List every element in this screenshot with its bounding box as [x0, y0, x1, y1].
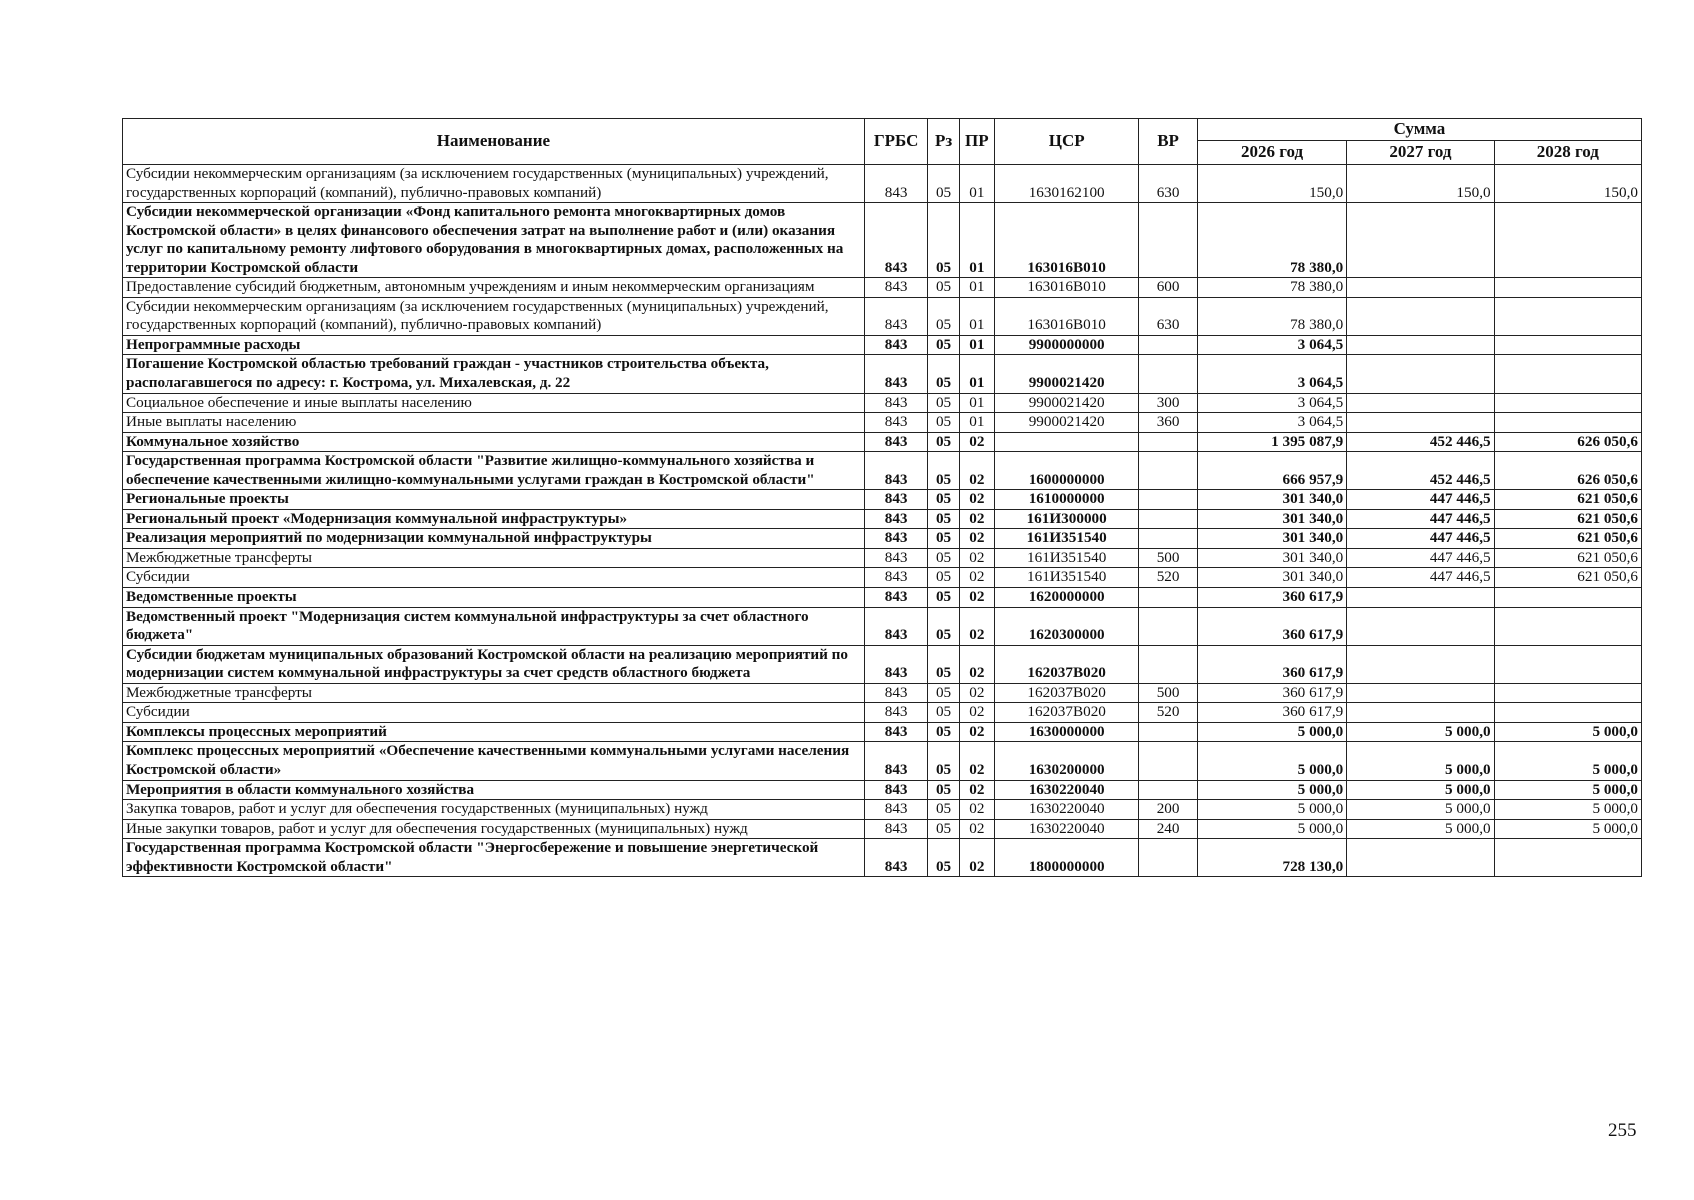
row-pr-cell: 01 — [959, 335, 994, 355]
row-name-cell: Государственная программа Костромской области "Энергосбережение и повышение энергетической эффективности Костромской области" — [123, 839, 865, 877]
row-csr-cell: 162037В020 — [995, 703, 1139, 723]
row-rz-cell: 05 — [928, 278, 959, 298]
row-name-cell: Субсидии некоммерческим организациям (за исключением государственных (муниципальных) учреждений, государственных корпораций (компаний), публично-правовых компаний) — [123, 165, 865, 203]
row-2028-value: 626 050,6 — [1494, 432, 1641, 452]
row-pr-cell: 02 — [959, 800, 994, 820]
table-row — [123, 819, 1642, 839]
row-csr-cell: 163016В010 — [995, 278, 1139, 298]
row-grbs-cell: 843 — [864, 509, 928, 529]
row-pr-cell: 02 — [959, 683, 994, 703]
row-pr-cell: 01 — [959, 393, 994, 413]
row-name-cell: Межбюджетные трансферты — [123, 683, 865, 703]
table-row — [123, 548, 1642, 568]
row-rz-cell: 05 — [928, 588, 959, 608]
row-2027-value: 452 446,5 — [1347, 432, 1494, 452]
row-2027-value: 5 000,0 — [1347, 819, 1494, 839]
row-pr-cell: 02 — [959, 819, 994, 839]
row-2027-value — [1347, 355, 1494, 393]
table-row — [123, 297, 1642, 335]
row-rz-cell: 05 — [928, 529, 959, 549]
table-body — [123, 165, 1642, 877]
row-2028-value: 621 050,6 — [1494, 509, 1641, 529]
row-vr-cell — [1139, 203, 1198, 278]
row-name-cell: Иные выплаты населению — [123, 413, 865, 433]
table-row — [123, 509, 1642, 529]
table-row — [123, 393, 1642, 413]
budget-table — [122, 118, 1642, 877]
row-2026-value: 5 000,0 — [1197, 722, 1346, 742]
row-rz-cell: 05 — [928, 819, 959, 839]
row-rz-cell: 05 — [928, 683, 959, 703]
row-2027-value — [1347, 607, 1494, 645]
row-2026-value: 728 130,0 — [1197, 839, 1346, 877]
row-name-cell: Субсидии некоммерческим организациям (за исключением государственных (муниципальных) учреждений, государственных корпораций (компаний), публично-правовых компаний) — [123, 297, 865, 335]
row-vr-cell: 300 — [1139, 393, 1198, 413]
row-rz-cell: 05 — [928, 800, 959, 820]
row-pr-cell: 02 — [959, 780, 994, 800]
row-rz-cell: 05 — [928, 335, 959, 355]
row-vr-cell — [1139, 529, 1198, 549]
row-pr-cell: 01 — [959, 278, 994, 298]
row-2027-value: 5 000,0 — [1347, 780, 1494, 800]
row-name-cell: Реализация мероприятий по модернизации коммунальной инфраструктуры — [123, 529, 865, 549]
row-grbs-cell: 843 — [864, 800, 928, 820]
row-2026-value: 5 000,0 — [1197, 780, 1346, 800]
row-rz-cell: 05 — [928, 722, 959, 742]
row-grbs-cell: 843 — [864, 645, 928, 683]
row-csr-cell: 163016В010 — [995, 203, 1139, 278]
row-name-cell: Мероприятия в области коммунального хозяйства — [123, 780, 865, 800]
row-grbs-cell: 843 — [864, 165, 928, 203]
row-vr-cell — [1139, 780, 1198, 800]
table-row — [123, 645, 1642, 683]
row-grbs-cell: 843 — [864, 529, 928, 549]
row-csr-cell — [995, 432, 1139, 452]
row-2026-value: 360 617,9 — [1197, 607, 1346, 645]
row-2028-value — [1494, 683, 1641, 703]
row-pr-cell: 02 — [959, 839, 994, 877]
row-2028-value — [1494, 203, 1641, 278]
table-row — [123, 165, 1642, 203]
row-rz-cell: 05 — [928, 645, 959, 683]
row-csr-cell: 162037В020 — [995, 645, 1139, 683]
row-csr-cell: 161И351540 — [995, 568, 1139, 588]
row-grbs-cell: 843 — [864, 780, 928, 800]
row-2028-value — [1494, 297, 1641, 335]
row-csr-cell: 161И351540 — [995, 548, 1139, 568]
row-pr-cell: 02 — [959, 490, 994, 510]
table-row — [123, 839, 1642, 877]
row-name-cell: Непрограммные расходы — [123, 335, 865, 355]
row-2026-value: 301 340,0 — [1197, 548, 1346, 568]
row-2028-value — [1494, 413, 1641, 433]
header-year-2028: 2028 год — [1494, 141, 1641, 165]
row-csr-cell: 163016В010 — [995, 297, 1139, 335]
row-pr-cell: 02 — [959, 548, 994, 568]
header-pr: ПР — [959, 119, 994, 165]
row-grbs-cell: 843 — [864, 452, 928, 490]
row-rz-cell: 05 — [928, 568, 959, 588]
row-csr-cell: 162037В020 — [995, 683, 1139, 703]
row-vr-cell — [1139, 432, 1198, 452]
row-2026-value: 301 340,0 — [1197, 529, 1346, 549]
row-name-cell: Государственная программа Костромской области "Развитие жилищно-коммунального хозяйства и обеспечение качественными жилищно-коммунальными услугами граждан в Костромской области" — [123, 452, 865, 490]
row-vr-cell: 630 — [1139, 297, 1198, 335]
row-2028-value: 621 050,6 — [1494, 529, 1641, 549]
row-rz-cell: 05 — [928, 297, 959, 335]
row-2027-value — [1347, 335, 1494, 355]
row-rz-cell: 05 — [928, 355, 959, 393]
row-rz-cell: 05 — [928, 703, 959, 723]
row-2028-value: 621 050,6 — [1494, 568, 1641, 588]
row-grbs-cell: 843 — [864, 722, 928, 742]
row-2026-value: 666 957,9 — [1197, 452, 1346, 490]
table-row — [123, 278, 1642, 298]
row-csr-cell: 1600000000 — [995, 452, 1139, 490]
row-grbs-cell: 843 — [864, 548, 928, 568]
row-2027-value — [1347, 645, 1494, 683]
row-2027-value — [1347, 393, 1494, 413]
row-grbs-cell: 843 — [864, 607, 928, 645]
row-name-cell: Комплексы процессных мероприятий — [123, 722, 865, 742]
header-grbs: ГРБС — [864, 119, 928, 165]
header-vr: ВР — [1139, 119, 1198, 165]
row-grbs-cell: 843 — [864, 432, 928, 452]
row-name-cell: Субсидии — [123, 703, 865, 723]
row-pr-cell: 01 — [959, 355, 994, 393]
row-2026-value: 78 380,0 — [1197, 203, 1346, 278]
row-rz-cell: 05 — [928, 165, 959, 203]
row-2026-value: 3 064,5 — [1197, 355, 1346, 393]
row-2026-value: 3 064,5 — [1197, 413, 1346, 433]
row-2026-value: 3 064,5 — [1197, 335, 1346, 355]
row-2026-value: 301 340,0 — [1197, 490, 1346, 510]
row-csr-cell: 161И300000 — [995, 509, 1139, 529]
row-2026-value: 301 340,0 — [1197, 509, 1346, 529]
row-2026-value: 360 617,9 — [1197, 588, 1346, 608]
row-2028-value: 150,0 — [1494, 165, 1641, 203]
row-2027-value: 447 446,5 — [1347, 509, 1494, 529]
row-vr-cell: 520 — [1139, 568, 1198, 588]
row-rz-cell: 05 — [928, 509, 959, 529]
row-2026-value: 1 395 087,9 — [1197, 432, 1346, 452]
row-grbs-cell: 843 — [864, 568, 928, 588]
row-csr-cell: 1630220040 — [995, 819, 1139, 839]
row-2026-value: 301 340,0 — [1197, 568, 1346, 588]
row-csr-cell: 9900021420 — [995, 355, 1139, 393]
row-grbs-cell: 843 — [864, 355, 928, 393]
row-vr-cell — [1139, 452, 1198, 490]
row-csr-cell: 1630220040 — [995, 800, 1139, 820]
row-vr-cell — [1139, 742, 1198, 780]
row-name-cell: Иные закупки товаров, работ и услуг для обеспечения государственных (муниципальных) нужд — [123, 819, 865, 839]
table-row — [123, 203, 1642, 278]
row-name-cell: Субсидии некоммерческой организации «Фонд капитального ремонта многоквартирных домов Костромской области» в целях финансового обеспечения затрат на выполнение работ и (или) оказания услуг по капитальному ремонту лифтового оборудования в многоквартирных домах, расположенных на территории Костромской области — [123, 203, 865, 278]
table-row — [123, 529, 1642, 549]
row-2026-value: 360 617,9 — [1197, 645, 1346, 683]
header-year-2027: 2027 год — [1347, 141, 1494, 165]
row-grbs-cell: 843 — [864, 278, 928, 298]
row-vr-cell — [1139, 335, 1198, 355]
row-rz-cell: 05 — [928, 393, 959, 413]
row-vr-cell — [1139, 588, 1198, 608]
table-row — [123, 335, 1642, 355]
table-row — [123, 490, 1642, 510]
header-rz: Рз — [928, 119, 959, 165]
row-2027-value — [1347, 839, 1494, 877]
row-rz-cell: 05 — [928, 432, 959, 452]
row-2026-value: 5 000,0 — [1197, 819, 1346, 839]
row-2027-value: 447 446,5 — [1347, 548, 1494, 568]
row-pr-cell: 01 — [959, 297, 994, 335]
row-name-cell: Ведомственный проект "Модернизация систем коммунальной инфраструктуры за счет областного бюджета" — [123, 607, 865, 645]
row-2027-value — [1347, 703, 1494, 723]
table-row — [123, 780, 1642, 800]
row-2026-value: 360 617,9 — [1197, 703, 1346, 723]
row-vr-cell — [1139, 490, 1198, 510]
row-2028-value: 5 000,0 — [1494, 742, 1641, 780]
row-2027-value — [1347, 588, 1494, 608]
row-grbs-cell: 843 — [864, 588, 928, 608]
row-vr-cell — [1139, 645, 1198, 683]
row-rz-cell: 05 — [928, 839, 959, 877]
row-vr-cell — [1139, 509, 1198, 529]
row-2028-value: 621 050,6 — [1494, 548, 1641, 568]
row-rz-cell: 05 — [928, 548, 959, 568]
row-2028-value: 5 000,0 — [1494, 800, 1641, 820]
table-row — [123, 413, 1642, 433]
row-rz-cell: 05 — [928, 452, 959, 490]
table-row — [123, 722, 1642, 742]
row-2028-value — [1494, 703, 1641, 723]
row-2027-value — [1347, 297, 1494, 335]
row-pr-cell: 02 — [959, 588, 994, 608]
row-vr-cell: 630 — [1139, 165, 1198, 203]
row-2026-value: 5 000,0 — [1197, 800, 1346, 820]
row-csr-cell: 1620000000 — [995, 588, 1139, 608]
row-2028-value — [1494, 588, 1641, 608]
row-pr-cell: 02 — [959, 529, 994, 549]
row-2027-value: 447 446,5 — [1347, 490, 1494, 510]
row-2028-value: 621 050,6 — [1494, 490, 1641, 510]
row-2026-value: 78 380,0 — [1197, 278, 1346, 298]
row-vr-cell — [1139, 355, 1198, 393]
page-number: 255 — [1608, 1120, 1637, 1141]
table-row — [123, 683, 1642, 703]
row-csr-cell: 1630220040 — [995, 780, 1139, 800]
row-name-cell: Субсидии — [123, 568, 865, 588]
row-pr-cell: 02 — [959, 432, 994, 452]
row-csr-cell: 1630000000 — [995, 722, 1139, 742]
row-2028-value — [1494, 393, 1641, 413]
row-rz-cell: 05 — [928, 203, 959, 278]
row-vr-cell: 500 — [1139, 548, 1198, 568]
row-2028-value: 5 000,0 — [1494, 819, 1641, 839]
table-row — [123, 355, 1642, 393]
row-vr-cell — [1139, 722, 1198, 742]
row-2026-value: 5 000,0 — [1197, 742, 1346, 780]
row-name-cell: Межбюджетные трансферты — [123, 548, 865, 568]
table-row — [123, 800, 1642, 820]
row-vr-cell: 240 — [1139, 819, 1198, 839]
row-grbs-cell: 843 — [864, 203, 928, 278]
row-vr-cell — [1139, 839, 1198, 877]
row-2026-value: 78 380,0 — [1197, 297, 1346, 335]
row-name-cell: Региональный проект «Модернизация коммунальной инфраструктуры» — [123, 509, 865, 529]
row-rz-cell: 05 — [928, 742, 959, 780]
row-name-cell: Субсидии бюджетам муниципальных образований Костромской области на реализацию мероприятий по модернизации систем коммунальной инфраструктуры за счет средств областного бюджета — [123, 645, 865, 683]
row-name-cell: Комплекс процессных мероприятий «Обеспечение качественными коммунальными услугами населения Костромской области» — [123, 742, 865, 780]
row-vr-cell — [1139, 607, 1198, 645]
row-vr-cell: 360 — [1139, 413, 1198, 433]
row-grbs-cell: 843 — [864, 393, 928, 413]
header-csr: ЦСР — [995, 119, 1139, 165]
row-csr-cell: 1610000000 — [995, 490, 1139, 510]
row-name-cell: Социальное обеспечение и иные выплаты населению — [123, 393, 865, 413]
row-csr-cell: 9900021420 — [995, 413, 1139, 433]
row-pr-cell: 02 — [959, 509, 994, 529]
row-2026-value: 360 617,9 — [1197, 683, 1346, 703]
row-csr-cell: 1630200000 — [995, 742, 1139, 780]
row-2027-value — [1347, 413, 1494, 433]
row-2028-value — [1494, 839, 1641, 877]
row-2028-value — [1494, 335, 1641, 355]
row-2028-value — [1494, 278, 1641, 298]
row-grbs-cell: 843 — [864, 413, 928, 433]
row-grbs-cell: 843 — [864, 490, 928, 510]
row-2027-value: 5 000,0 — [1347, 722, 1494, 742]
row-csr-cell: 9900000000 — [995, 335, 1139, 355]
row-rz-cell: 05 — [928, 490, 959, 510]
row-vr-cell: 600 — [1139, 278, 1198, 298]
row-grbs-cell: 843 — [864, 839, 928, 877]
row-rz-cell: 05 — [928, 413, 959, 433]
row-rz-cell: 05 — [928, 780, 959, 800]
table-row — [123, 588, 1642, 608]
row-2027-value: 447 446,5 — [1347, 529, 1494, 549]
row-pr-cell: 01 — [959, 165, 994, 203]
row-grbs-cell: 843 — [864, 703, 928, 723]
row-csr-cell: 161И351540 — [995, 529, 1139, 549]
table-row — [123, 742, 1642, 780]
row-2028-value — [1494, 355, 1641, 393]
table-row — [123, 703, 1642, 723]
table-row — [123, 432, 1642, 452]
row-vr-cell: 200 — [1139, 800, 1198, 820]
row-2028-value — [1494, 607, 1641, 645]
row-2027-value: 447 446,5 — [1347, 568, 1494, 588]
header-year-2026: 2026 год — [1197, 141, 1346, 165]
row-name-cell: Коммунальное хозяйство — [123, 432, 865, 452]
row-2028-value: 626 050,6 — [1494, 452, 1641, 490]
row-2026-value: 3 064,5 — [1197, 393, 1346, 413]
budget-sheet — [122, 118, 1642, 877]
row-grbs-cell: 843 — [864, 335, 928, 355]
row-2026-value: 150,0 — [1197, 165, 1346, 203]
row-grbs-cell: 843 — [864, 819, 928, 839]
row-name-cell: Погашение Костромской областью требований граждан - участников строительства объекта, располагавшегося по адресу: г. Кострома, ул. Михалевская, д. 22 — [123, 355, 865, 393]
row-name-cell: Региональные проекты — [123, 490, 865, 510]
row-pr-cell: 01 — [959, 413, 994, 433]
row-csr-cell: 1620300000 — [995, 607, 1139, 645]
table-header — [123, 119, 1642, 165]
row-2027-value — [1347, 278, 1494, 298]
row-pr-cell: 02 — [959, 722, 994, 742]
row-grbs-cell: 843 — [864, 742, 928, 780]
row-pr-cell: 01 — [959, 203, 994, 278]
row-pr-cell: 02 — [959, 607, 994, 645]
row-2027-value: 452 446,5 — [1347, 452, 1494, 490]
row-pr-cell: 02 — [959, 742, 994, 780]
row-pr-cell: 02 — [959, 645, 994, 683]
row-grbs-cell: 843 — [864, 297, 928, 335]
row-2028-value: 5 000,0 — [1494, 780, 1641, 800]
row-grbs-cell: 843 — [864, 683, 928, 703]
row-rz-cell: 05 — [928, 607, 959, 645]
row-2027-value: 150,0 — [1347, 165, 1494, 203]
row-pr-cell: 02 — [959, 703, 994, 723]
row-csr-cell: 1800000000 — [995, 839, 1139, 877]
row-vr-cell: 500 — [1139, 683, 1198, 703]
row-name-cell: Закупка товаров, работ и услуг для обеспечения государственных (муниципальных) нужд — [123, 800, 865, 820]
row-2027-value — [1347, 683, 1494, 703]
row-2027-value: 5 000,0 — [1347, 742, 1494, 780]
table-row — [123, 452, 1642, 490]
row-vr-cell: 520 — [1139, 703, 1198, 723]
header-sum: Сумма — [1197, 119, 1641, 141]
row-pr-cell: 02 — [959, 452, 994, 490]
row-name-cell: Ведомственные проекты — [123, 588, 865, 608]
row-csr-cell: 1630162100 — [995, 165, 1139, 203]
row-2028-value: 5 000,0 — [1494, 722, 1641, 742]
table-row — [123, 607, 1642, 645]
row-2027-value — [1347, 203, 1494, 278]
row-pr-cell: 02 — [959, 568, 994, 588]
row-2028-value — [1494, 645, 1641, 683]
header-name: Наименование — [123, 119, 865, 165]
row-name-cell: Предоставление субсидий бюджетным, автономным учреждениям и иным некоммерческим организациям — [123, 278, 865, 298]
row-2027-value: 5 000,0 — [1347, 800, 1494, 820]
table-row — [123, 568, 1642, 588]
row-csr-cell: 9900021420 — [995, 393, 1139, 413]
